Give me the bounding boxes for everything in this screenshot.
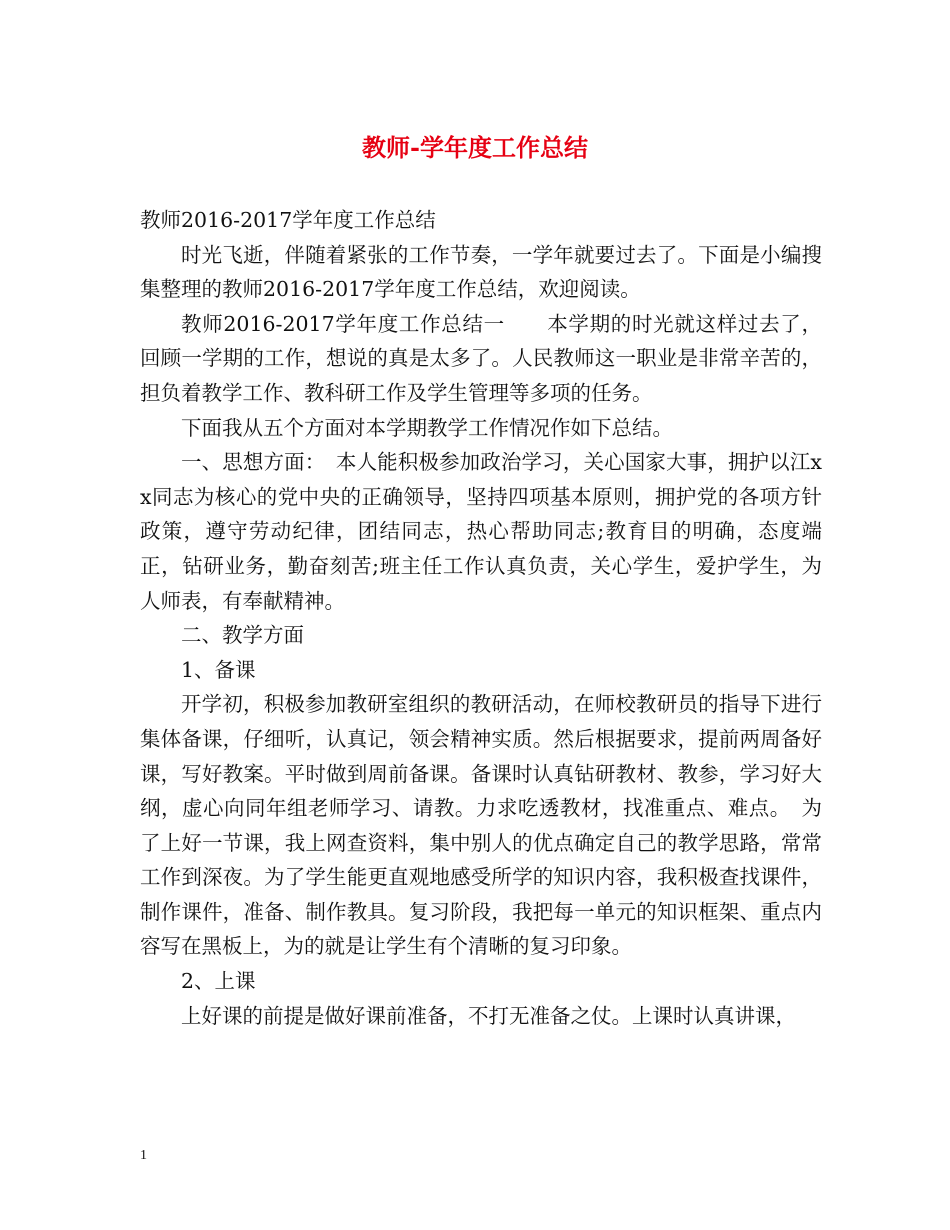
paragraph-lesson-prep: 开学初，积极参加教研室组织的教研活动，在师校教研员的指导下进行集体备课，仔细听，认真记，领会精神实质。然后根据要求，提前两周备好课，写好教案。平时做到周前备课。备课时认真钻研教材、教参，学习好大纲，虚心向同年组老师学习、请教。力求吃透教材，找准重点、难点。 为了上好一节课，我上网查资料，集中别人的优点确定自己的教学思路，常常工作到深夜。为了学生能更直观地感受所学的知识内容，我积极查找课件，制作课件，准备、制作教具。复习阶段，我把每一单元的知识框架、重点内容写在黑板上，为的就是让学生有个清晰的复习印象。 <box>140 692 822 959</box>
page-number: 1 <box>140 1148 147 1163</box>
paragraph-subtitle: 教师2016-2017学年度工作总结 <box>140 208 436 232</box>
paragraph-intro: 时光飞逝，伴随着紧张的工作节奏，一学年就要过去了。下面是小编搜集整理的教师2016-2017学年度工作总结，欢迎阅读。 <box>140 242 822 302</box>
document-title: 教师-学年度工作总结 <box>362 133 588 162</box>
paragraph-class: 上好课的前提是做好课前准备，不打无准备之仗。上课时认真讲课， <box>181 1003 796 1028</box>
subheading-class: 2、上课 <box>181 969 256 994</box>
subheading-lesson-prep: 1、备课 <box>181 657 256 682</box>
document-body <box>140 203 822 1033</box>
paragraph-ideology: 一、思想方面： 本人能积极参加政治学习，关心国家大事，拥护以江xx同志为核心的党中央的正确领导，坚持四项基本原则，拥护党的各项方针政策，遵守劳动纪律，团结同志，热心帮助同志;教育目的明确，态度端正，钻研业务，勤奋刻苦;班主任工作认真负责，关心学生，爱护学生，为人师表，有奉献精神。 <box>140 450 822 613</box>
section-heading-teaching: 二、教学方面 <box>181 623 304 648</box>
paragraph-overview: 下面我从五个方面对本学期教学工作情况作如下总结。 <box>181 415 673 440</box>
paragraph-summary-one: 教师2016-2017学年度工作总结一 本学期的时光就这样过去了，回顾一学期的工作，想说的真是太多了。人民教师这一职业是非常辛苦的，担负着教学工作、教科研工作及学生管理等多项的任务。 <box>140 311 822 405</box>
